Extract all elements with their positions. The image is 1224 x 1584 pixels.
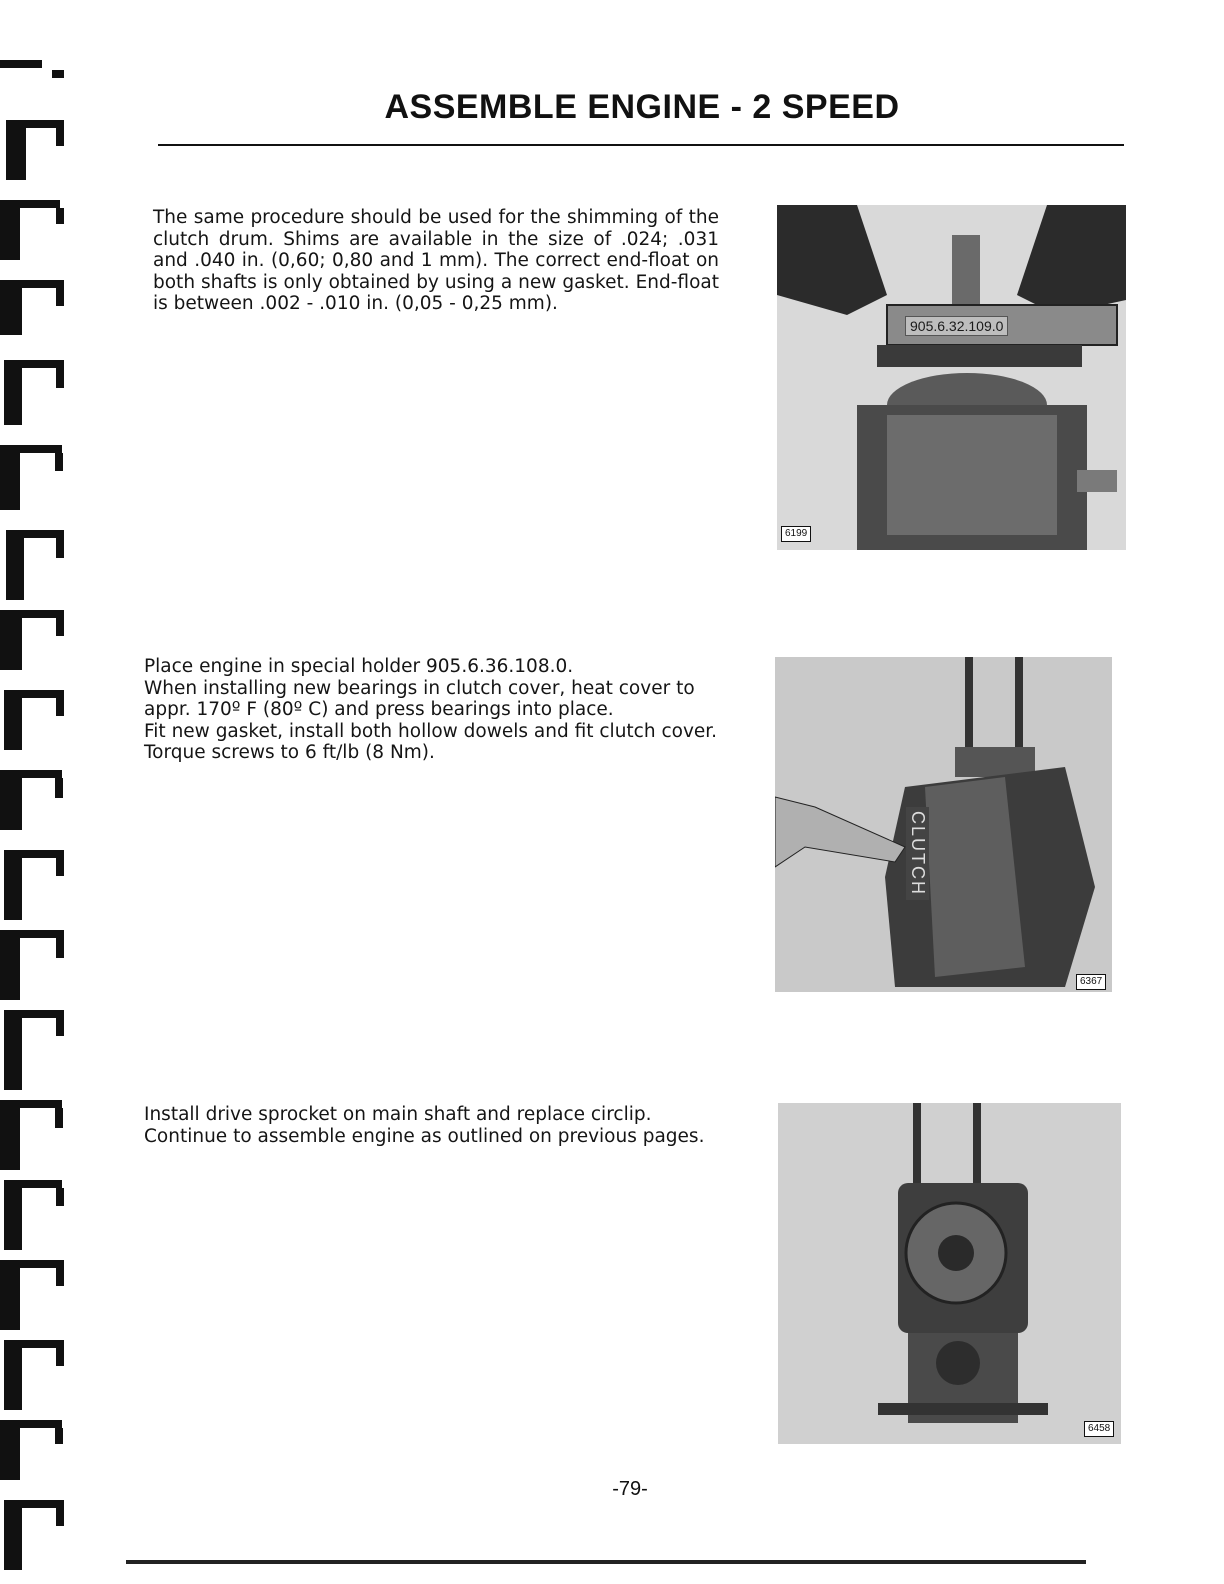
binder-margin [0,0,80,1584]
section-3-text [144,1104,734,1147]
figure-number: 6367 [1076,974,1106,990]
section-2-line: Torque screws to 6 ft/lb (8 Nm). [144,742,435,763]
section-2-text [144,656,724,764]
section-2-line: Place engine in special holder 905.6.36.108.0. [144,656,574,677]
section-2-line: Fit new gasket, install both hollow dowels and fit clutch cover. [144,720,718,742]
figure-number: 6458 [1084,1421,1114,1437]
figure-6367-photo [775,657,1112,992]
section-2-line: When installing new bearings in clutch cover, heat cover to appr. 170º F (80º C) and press bearings into place. [144,677,695,720]
clutch-drum-shimming-illustration [777,205,1126,550]
section-1-line: The same procedure should be used for the shimming of the clutch drum. Shims are available in the size of .024; .031 and .040 in. (0,60; 0,80 and 1 mm). The correct end-float on both shafts is only obtained by using a new gasket. End-float is between .002 - .010 in. (0,05 - 0,25 mm). [153,207,719,314]
section-1-text [153,207,719,315]
page-title: ASSEMBLE ENGINE - 2 SPEED [384,88,900,126]
figure-6458-photo [778,1103,1121,1444]
tool-marking: 905.6.32.109.0 [905,316,1008,336]
bottom-rule [126,1560,1086,1564]
clutch-cover-installation-illustration [775,657,1112,992]
page-number: -79- [612,1478,648,1500]
drive-sprocket-illustration [778,1103,1121,1444]
figure-number: 6199 [781,526,811,542]
figure-6199-photo [777,205,1126,550]
section-3-line: Continue to assemble engine as outlined on previous pages. [144,1125,705,1147]
section-3-line: Install drive sprocket on main shaft and replace circlip. [144,1104,652,1125]
cover-marking: CLUTCH [906,807,929,900]
title-rule [158,144,1124,146]
